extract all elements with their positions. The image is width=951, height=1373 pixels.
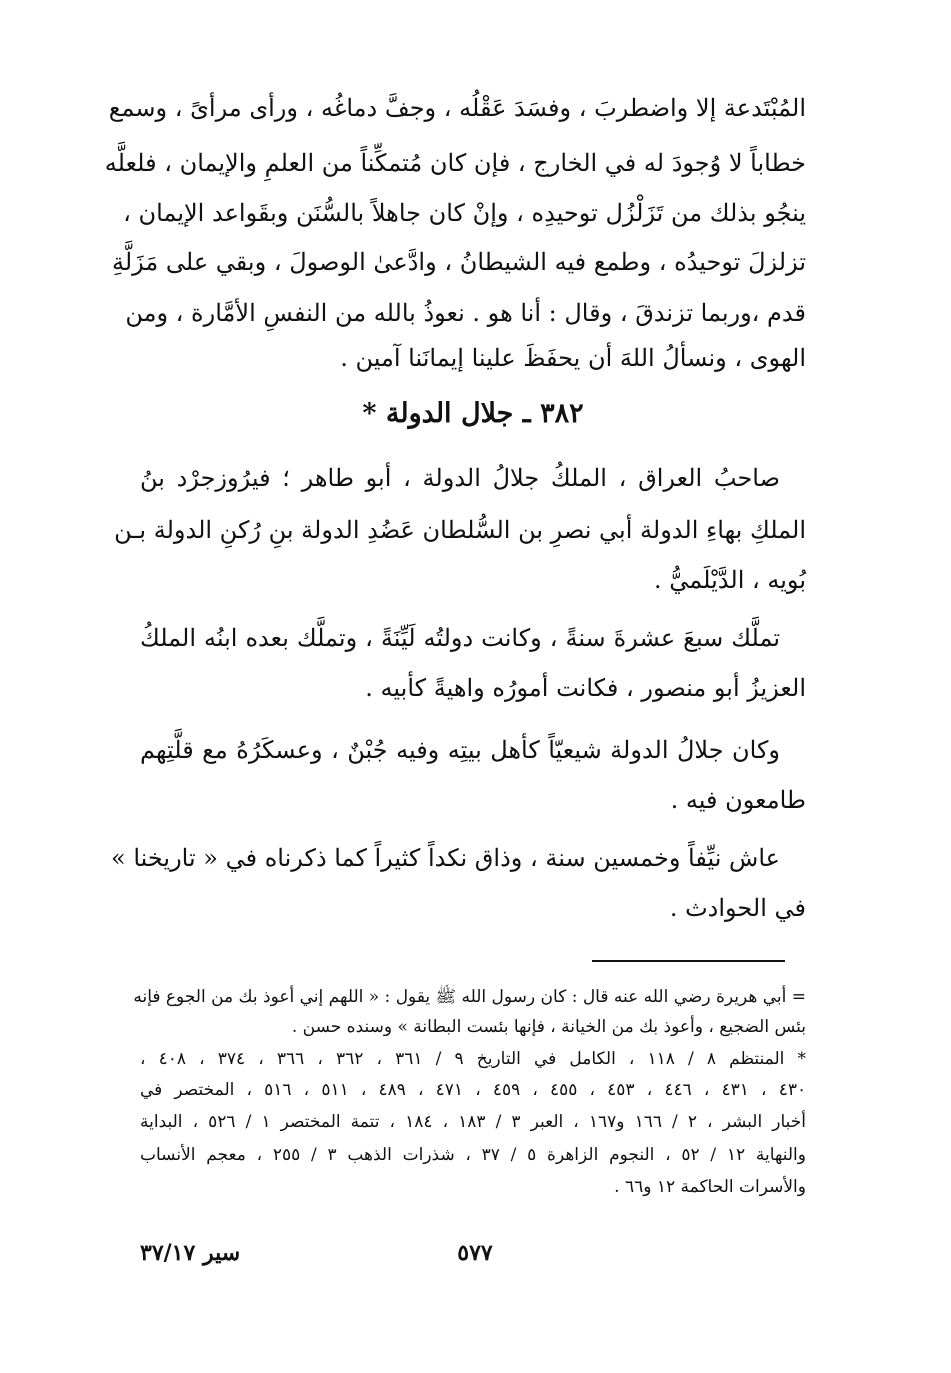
running-reference: سير ٣٧/١٧ (140, 1240, 241, 1266)
footnote-line-2: بئس الضجيع ، وأعوذ بك من الخيانة ، فإنها بئست البطانة » وسنده حسن . (291, 1017, 806, 1037)
footnote-line-6: والنهاية ١٢ / ٥٢ ، النجوم الزاهرة ٥ / ٣٧ ، شذرات الذهب ٣ / ٢٥٥ ، معجم الأنساب (140, 1145, 806, 1165)
page-number: ٥٧٧ (457, 1240, 493, 1266)
para3-line-2: طامعون فيه . (670, 786, 806, 814)
footnote-line-5: أخبار البشر ، ٢ / ١٦٦ و١٦٧ ، العبر ٣ / ١٨٣ ، ١٨٤ ، تتمة المختصر ١ / ٥٢٦ ، البداية (140, 1112, 807, 1132)
para1-line-1: صاحبُ العراق ، الملكُ جلالُ الدولة ، أبو طاهر ؛ فيرُوزجرْد بنُ (140, 464, 780, 492)
para3-line-1: وكان جلالُ الدولة شيعيّاً كأهل بيتِه وفيه جُبْنٌ ، وعسكَرُهُ مع قلَّتِهم (140, 736, 780, 764)
para2-line-1: تملَّك سبعَ عشرةَ سنةً ، وكانت دولتُه لَيِّنَةً ، وتملَّك بعده ابنُه الملكُ (140, 624, 780, 652)
intro-line-4: تزلزلَ توحيدُه ، وطمع فيه الشيطانُ ، وادَّعىٰ الوصولَ ، وبقي على مَزَلَّةِ (111, 248, 806, 276)
intro-line-5: قدم ،وربما تزندقَ ، وقال : أنا هو . نعوذُ بالله من النفسِ الأمَّارة ، ومن (125, 299, 806, 327)
intro-line-6: الهوى ، ونسألُ اللهَ أن يحفَظَ علينا إيمانَنا آمين . (340, 344, 806, 372)
footnote-line-4: ٤٣٠ ، ٤٣١ ، ٤٤٦ ، ٤٥٣ ، ٤٥٥ ، ٤٥٩ ، ٤٧١ ، ٤٨٩ ، ٥١١ ، ٥١٦ ، المختصر في (140, 1080, 807, 1100)
footnote-line-1: = أبي هريرة رضي الله عنه قال : كان رسول الله ﷺ يقول : « اللهم إني أعوذ بك من الجوع فإنه (133, 987, 806, 1007)
para4-line-1: عاش نيِّفاً وخمسين سنة ، وذاق نكداً كثيراً كما ذكرناه في « تاريخنا » (111, 844, 780, 872)
intro-line-2: خطاباً لا وُجودَ له في الخارج ، فإن كان مُتمكِّناً من العلمِ والإيمان ، فلعلَّه (104, 149, 806, 177)
biography-heading: ٣٨٢ ـ جلال الدولة * (362, 398, 584, 429)
para1-line-2: الملكِ بهاءِ الدولة أبي نصرِ بن السُّلطان عَضُدِ الدولة بنِ رُكنِ الدولة بـن (114, 516, 806, 544)
footnote-separator (592, 960, 785, 962)
intro-line-1: المُبْتَدعة إلا واضطربَ ، وفسَدَ عَقْلُه ، وجفَّ دماغُه ، ورأى مرأىً ، وسمع (108, 94, 806, 122)
para2-line-2: العزيزُ أبو منصور ، فكانت أمورُه واهيةً كأبيه . (365, 674, 806, 702)
para1-line-3: بُويه ، الدَّيْلَميُّ . (654, 566, 806, 594)
intro-line-3: ينجُو بذلك من تَزَلْزُل توحيدِه ، وإنْ كان جاهلاً بالسُّنَن وبقَواعد الإيمان ، (123, 199, 806, 227)
para4-line-2: في الحوادث . (669, 894, 806, 922)
footnote-line-3: * المنتظم ٨ / ١١٨ ، الكامل في التاريخ ٩ / ٣٦١ ، ٣٦٢ ، ٣٦٦ ، ٣٧٤ ، ٤٠٨ ، (140, 1049, 807, 1069)
footnote-line-7: والأسرات الحاكمة ١٢ و٦٦ . (614, 1177, 806, 1197)
